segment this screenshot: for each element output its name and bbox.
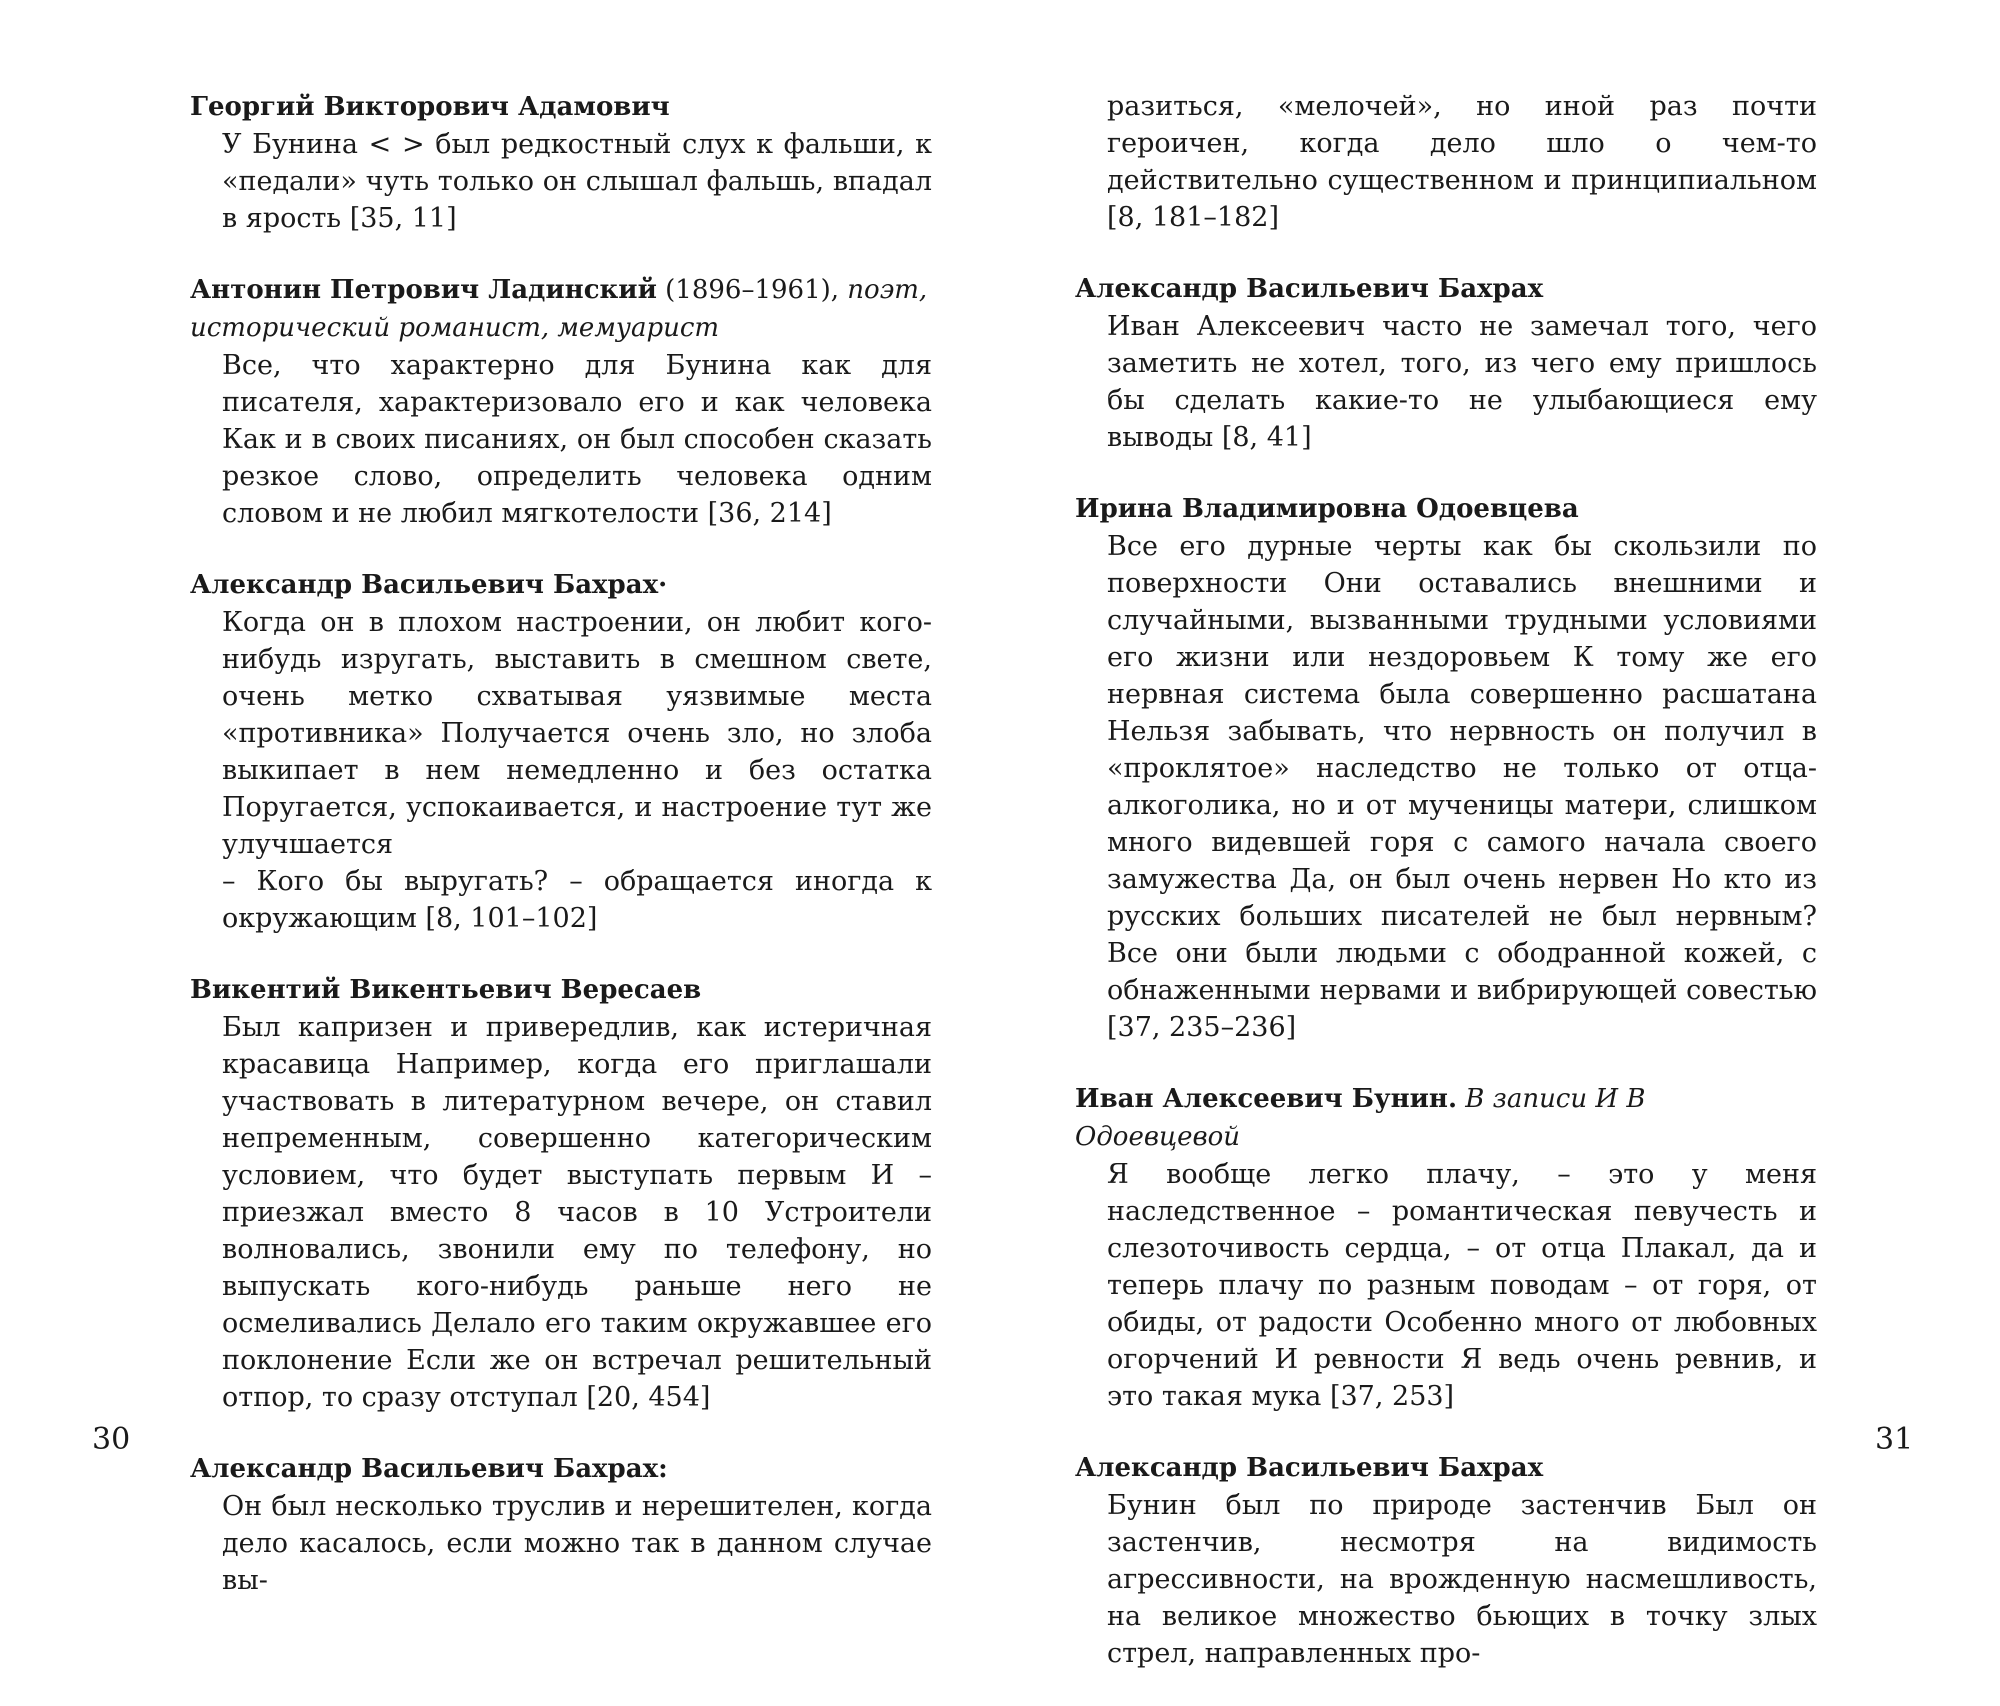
quote-text: Когда он в плохом настроении, он любит кого-нибудь изругать, выставить в смешном свете, очень метко схватывая уязвимые места «противника» Получается очень зло, но злоба выкипает в нем немедленно и без остатка Поругается, успокаивается, и настроение тут же улучшается – Кого бы выругать? – обращается иногда к окружающим [8, 101–102] [222,607,932,934]
entry [1075,490,1817,1046]
entry [190,88,932,237]
author-name: Викентий Викентьевич Вересаев [190,975,702,1005]
entry [1075,1449,1817,1672]
quote-text: Был капризен и привередлив, как истеричная красавица Например, когда его приглашали участвовать в литературном вечере, он ставил непременным, совершенно категорическим условием, что будет выступать первым И – приезжал вместо 8 часов в 10 Устроители волновались, звонили ему по телефону, но выпускать кого-нибудь раньше него не осмеливались Делало его таким окружавшее его поклонение Если же он встречал решительный отпор, то сразу отступал [20, 454] [222,1012,932,1413]
quote-text: Бунин был по природе застенчив Был он застенчив, несмотря на видимость агрессивности, на врожденную насмешливость, на великое множество бьющих в точку злых стрел, направленных про- [1107,1490,1817,1669]
entry [190,271,932,532]
author-years: (1896–1961), [656,275,848,305]
author-name: Иван Алексеевич Бунин. [1075,1084,1457,1114]
page-number: 31 [1875,1422,1914,1457]
quote-text: У Бунина < > был редкостный слух к фальши, к «педали» чуть только он слышал фальшь, впадал в ярость [35, 11] [222,129,932,234]
author-name: Антонин Петрович Ладинский [190,275,657,305]
entry [1075,270,1817,456]
entry [190,566,932,937]
quote-text: Все его дурные черты как бы скользили по поверхности Они оставались внешними и случайными, вызванными трудными условиями его жизни или нездоровьем К тому же его нервная система была совершенно расшатана Нельзя забывать, что нервность он получил в «проклятое» наследство не только от отца-алкоголика, но и от мученицы матери, слишком много видевшей горя с самого начала своего замужества Да, он был очень нервен Но кто из русских больших писателей не был нервным? Все они были людьми с ободранной кожей, с обнаженными нервами и вибрирующей совестью [37, 235–236] [1107,531,1817,1043]
entry [190,971,932,1416]
left-column [190,88,932,1633]
page-number: 30 [92,1422,131,1457]
quote-text: Иван Алексеевич часто не замечал того, чего заметить не хотел, того, из чего ему пришлось бы сделать какие-то не улыбающиеся ему выводы [8, 41] [1107,311,1817,453]
quote-text: Я вообще легко плачу, – это у меня наследственное – романтическая певучесть и слезоточивость сердца, – от отца Плакал, да и теперь плачу по разным поводам – от горя, от обиды, от радости Особенно много от любовных огорчений И ревности Я ведь очень ревнив, и это такая мука [37, 253] [1107,1159,1817,1412]
author-note: поэт, исторический романист, мемуарист [190,275,928,343]
right-column [1075,88,1817,1706]
left-page [0,0,1000,1596]
quote-continuation: разиться, «мелочей», но иной раз почти героичен, когда дело шло о чем-то действительно существенном и принципиальном [8, 181–182] [1107,91,1817,233]
author-name: Ирина Владимировна Одоевцева [1075,494,1579,524]
author-line [190,271,932,347]
author-name: Александр Васильевич Бахрах [1075,274,1544,304]
quote-text: Все, что характерно для Бунина как для писателя, характеризовало его и как человека Как и в своих писаниях, он был способен сказать резкое слово, определить человека одним словом и не любил мягкотелости [36, 214] [222,350,932,529]
continuation-entry [1075,88,1817,236]
entry [1075,1080,1817,1415]
author-name: Александр Васильевич Бахрах [1075,1453,1544,1483]
author-line [1075,1080,1817,1156]
author-name: Александр Васильевич Бахрах· [190,570,668,600]
author-note: В записи И В Одоевцевой [1075,1084,1646,1152]
quote-text: Он был несколько труслив и нерешителен, когда дело касалось, если можно так в данном случае вы- [222,1491,932,1596]
author-name: Георгий Викторович Адамович [190,92,670,122]
author-name: Александр Васильевич Бахрах: [190,1454,668,1484]
entry [190,1450,932,1599]
